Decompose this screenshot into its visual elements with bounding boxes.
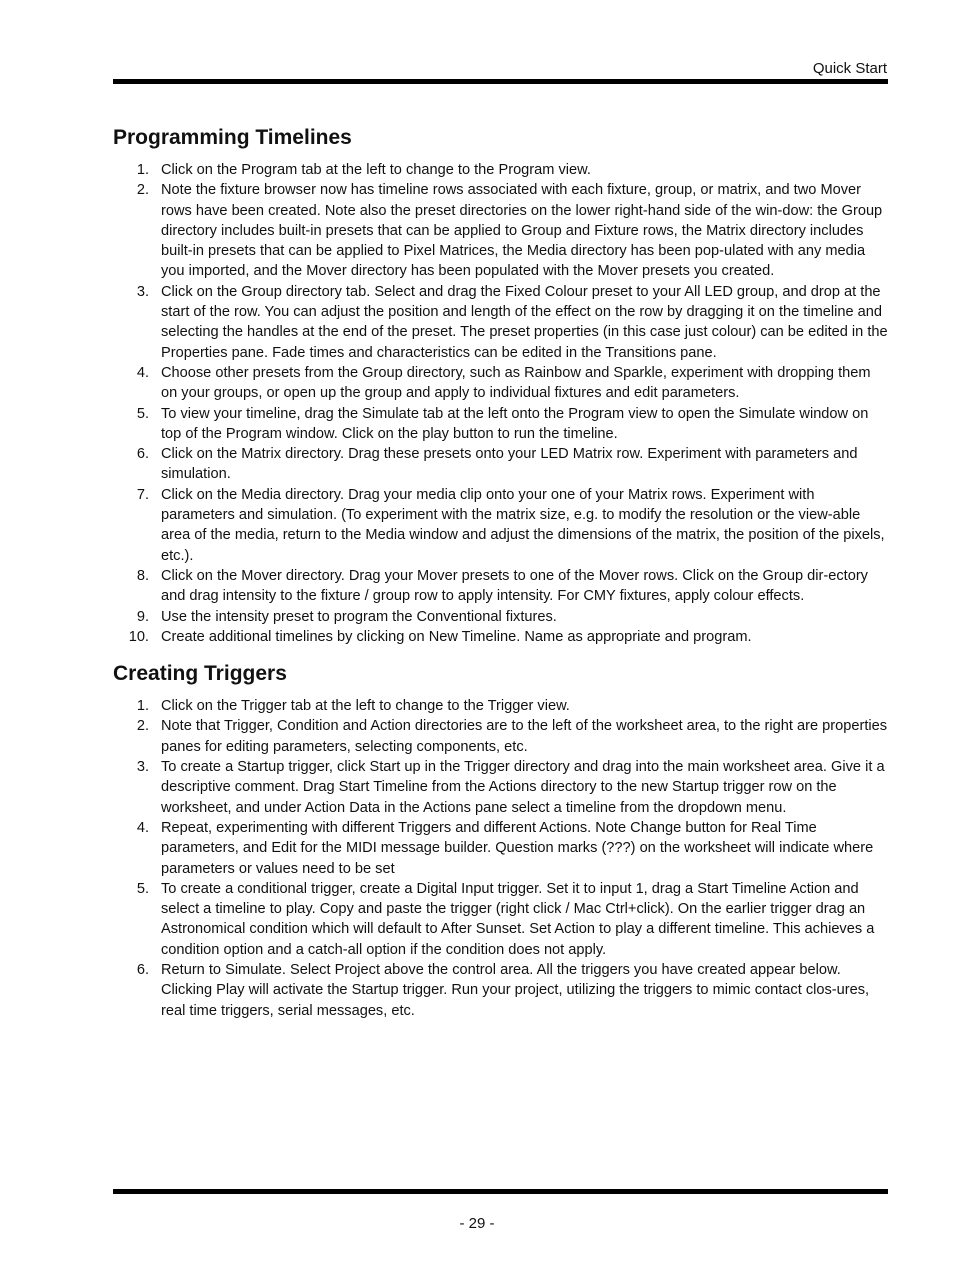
- list-item: [113, 160, 890, 180]
- step-number: 10.: [128, 628, 149, 645]
- step-number: 5.: [136, 405, 149, 422]
- step-text: To view your timeline, drag the Simulate tab at the left onto the Program view to open the Simulate window on top of the Program window. Click on the play button to run the timeline.: [161, 405, 869, 442]
- section-title-programming-timelines: Programming Timelines: [113, 126, 352, 149]
- header-rule: [113, 79, 888, 84]
- step-number: 1.: [136, 162, 149, 178]
- step-text: Choose other presets from the Group directory, such as Rainbow and Sparkle, experiment with dropping them on your groups, or open up the group and apply to individual fixtures and edit parameters.: [161, 364, 871, 402]
- list-item: [113, 757, 890, 818]
- step-number: 6.: [136, 961, 149, 978]
- step-text: Click on the Program tab at the left to change to the Program view.: [161, 162, 591, 178]
- list-item: [113, 404, 890, 445]
- step-text: Note that Trigger, Condition and Action directories are to the left of the worksheet area, to the right are properties panes for editing parameters, selecting components, etc.: [161, 718, 888, 755]
- list-item: [113, 363, 890, 404]
- step-text: To create a conditional trigger, create a Digital Input trigger. Set it to input 1, drag a Start Timeline Action and select a timeline to play. Copy and paste the trigger (right click / Mac Ctrl+click). On the earlier trigger drag an Astronomical condition which will default to After Sunset. Set Action to play a different timeline. This achieves a condition option and a catch-all option if the condition does not apply.: [161, 880, 875, 958]
- step-number: 4.: [136, 819, 149, 836]
- list-item: [113, 627, 890, 647]
- step-number: 2.: [136, 182, 149, 199]
- list-item: [113, 879, 890, 960]
- step-text: Create additional timelines by clicking on New Timeline. Name as appropriate and program.: [161, 628, 752, 645]
- step-number: 3.: [136, 283, 149, 300]
- step-number: 4.: [136, 364, 149, 381]
- step-number: 8.: [136, 567, 149, 584]
- step-text: Click on the Mover directory. Drag your Mover presets to one of the Mover rows. Click on the Group dir-ectory and drag intensity to the fixture / group row to apply intensity. For CMY fixtures, apply colour effects.: [161, 567, 868, 605]
- list-item: [113, 607, 890, 627]
- step-text: To create a Startup trigger, click Start up in the Trigger directory and drag into the main worksheet area. Give it a descriptive comment. Drag Start Timeline from the Actions directory to the new Startup trigger row on the worksheet, and under Action Data in the Actions pane select a timeline from the dropdown menu.: [161, 759, 885, 816]
- list-item: [113, 485, 890, 566]
- footer-rule: [113, 1189, 888, 1194]
- step-text: Click on the Group directory tab. Select and drag the Fixed Colour preset to your All LED group, and drop at the start of the row. You can adjust the position and length of the effect on the row by dragging it on the timeline and selecting the handles at the end of the preset. The preset properties (in this case just colour) can be edited in the Properties pane. Fade times and characteristics can be edited in the Transitions pane.: [161, 283, 888, 361]
- list-item: [113, 716, 890, 757]
- section-title-creating-triggers: Creating Triggers: [113, 662, 287, 686]
- trigger-steps-list: [113, 696, 890, 1021]
- step-text: Note the fixture browser now has timeline rows associated with each fixture, group, or matrix, and two Mover rows have been created. Note also the preset directories on the lower right-hand side of the win-dow: the Group directory includes built-in presets that can be applied to Group and Fixture rows, the Matrix directory includes built-in presets that can be applied to Pixel Matrices, the Media directory has been pop-ulated with any media you imported, and the Mover directory has been populated with the Mover presets you created.: [161, 182, 883, 280]
- list-item: [113, 696, 890, 716]
- step-number: 6.: [136, 446, 149, 463]
- step-text: Return to Simulate. Select Project above the control area. All the triggers you have created appear below. Clicking Play will activate the Startup trigger. Run your project, utilizing the triggers to mimic contact clos-ures, real time triggers, serial messages, etc.: [161, 961, 870, 1019]
- list-item: [113, 960, 890, 1021]
- step-number: 7.: [136, 486, 149, 503]
- running-head: Quick Start: [812, 60, 887, 77]
- list-item: [113, 566, 890, 607]
- step-text: Use the intensity preset to program the Conventional fixtures.: [161, 608, 557, 625]
- list-item: [113, 180, 890, 281]
- page-number: - 29 -: [459, 1215, 495, 1232]
- list-item: [113, 818, 890, 879]
- step-number: 5.: [136, 880, 149, 897]
- step-text: Click on the Matrix directory. Drag these presets onto your LED Matrix row. Experiment with parameters and simulation.: [161, 446, 858, 483]
- list-item: [113, 282, 890, 363]
- step-number: 1.: [136, 698, 149, 715]
- programming-steps-list: [113, 160, 890, 647]
- step-number: 2.: [136, 718, 149, 735]
- step-number: 9.: [136, 608, 149, 625]
- step-text: Click on the Media directory. Drag your media clip onto your one of your Matrix rows. Experiment with parameters and simulation. (To experiment with the matrix size, e.g. to modify the resolution or the view-able area of the media, return to the Media window and adjust the dimensions of the matrix, the position of the pixels, etc.).: [161, 486, 885, 564]
- step-text: Click on the Trigger tab at the left to change to the Trigger view.: [161, 698, 570, 715]
- page-content: [113, 124, 890, 1021]
- list-item: [113, 444, 890, 485]
- step-number: 3.: [136, 759, 149, 776]
- step-text: Repeat, experimenting with different Triggers and different Actions. Note Change button for Real Time parameters, and Edit for the MIDI message builder. Question marks (???) on the worksheet will indicate where parameters or values need to be set: [161, 819, 874, 877]
